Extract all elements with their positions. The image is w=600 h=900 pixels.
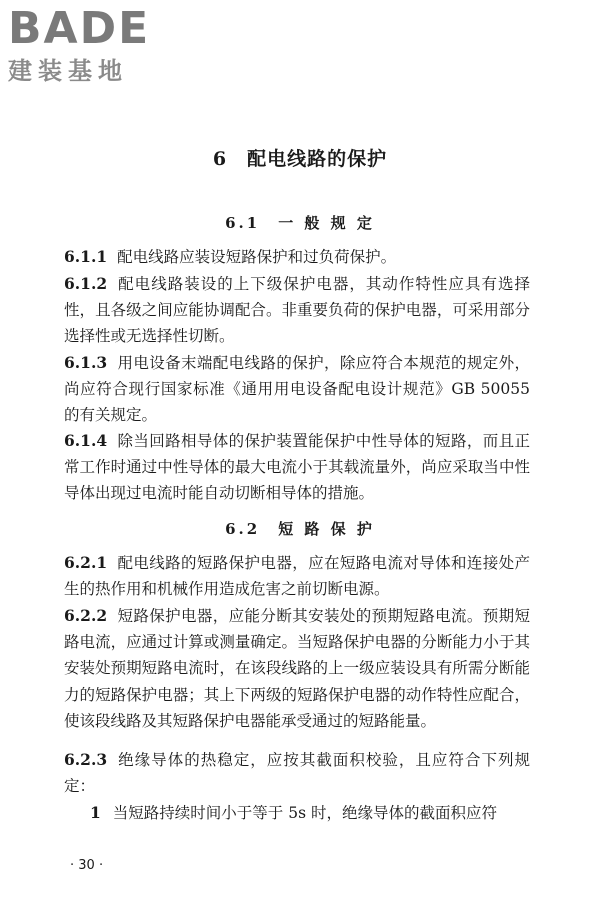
section-title-6-2: 6.2 短 路 保 护 — [225, 520, 375, 538]
item-6-2-3-1 — [64, 800, 556, 826]
clause-number: 6.1.3 — [64, 353, 108, 372]
logo-brand: BADE — [8, 3, 151, 54]
logo-subtitle: 建装基地 — [8, 57, 128, 85]
clause-number: 6.1.2 — [64, 274, 108, 293]
clause-6-1-2 — [64, 271, 530, 350]
clause-6-2-1 — [64, 550, 530, 602]
section-title-6-1: 6.1 一 般 规 定 — [225, 214, 375, 232]
clause-6-1-4 — [64, 428, 530, 507]
clause-text: 配电线路装设的上下级保护电器，其动作特性应具有选择性，且各级之间应能协调配合。非重要负荷的保护电器，可采用部分选择性或无选择性切断。 — [64, 275, 530, 346]
clause-text: 除当回路相导体的保护装置能保护中性导体的短路，而且正常工作时通过中性导体的最大电流小于其载流量外，尚应采取当中性导体出现过电流时能自动切断相导体的措施。 — [64, 432, 530, 503]
clause-number: 6.2.3 — [64, 750, 108, 769]
clause-text: 绝缘导体的热稳定，应按其截面积校验，且应符合下列规定： — [64, 751, 530, 796]
clause-text: 用电设备末端配电线路的保护，除应符合本规范的规定外，尚应符合现行国家标准《通用用电设备配电设计规范》GB 50055 的有关规定。 — [64, 354, 530, 425]
clause-text: 配电线路的短路保护电器，应在短路电流对导体和连接处产生的热作用和机械作用造成危害之前切断电源。 — [64, 554, 530, 599]
clause-number: 6.2.2 — [64, 606, 108, 625]
clause-text: 短路保护电器，应能分断其安装处的预期短路电流。预期短路电流，应通过计算或测量确定。当短路保护电器的分断能力小于其安装处预期短路电流时，在该段线路的上一级应装设具有所需分断能力的短路保护电器；其上下两级的短路保护电器的动作特性应配合，使该段线路及其短路保护电器能承受通过的短路能量。 — [64, 607, 530, 730]
item-number: 1 — [90, 803, 101, 822]
item-text: 当短路持续时间小于等于 5s 时，绝缘导体的截面积应符 — [112, 804, 497, 822]
clause-6-1-1 — [64, 244, 530, 270]
clause-number: 6.1.4 — [64, 431, 108, 450]
chapter-title: 6 配电线路的保护 — [212, 148, 388, 170]
page-number: · 30 · — [70, 858, 104, 873]
clause-6-1-3 — [64, 350, 530, 429]
clause-6-2-2 — [64, 603, 530, 734]
clause-6-2-3 — [64, 747, 530, 799]
clause-number: 6.1.1 — [64, 247, 108, 266]
clause-number: 6.2.1 — [64, 553, 108, 572]
clause-text: 配电线路应装设短路保护和过负荷保护。 — [117, 248, 397, 266]
bade-logo — [8, 4, 183, 86]
